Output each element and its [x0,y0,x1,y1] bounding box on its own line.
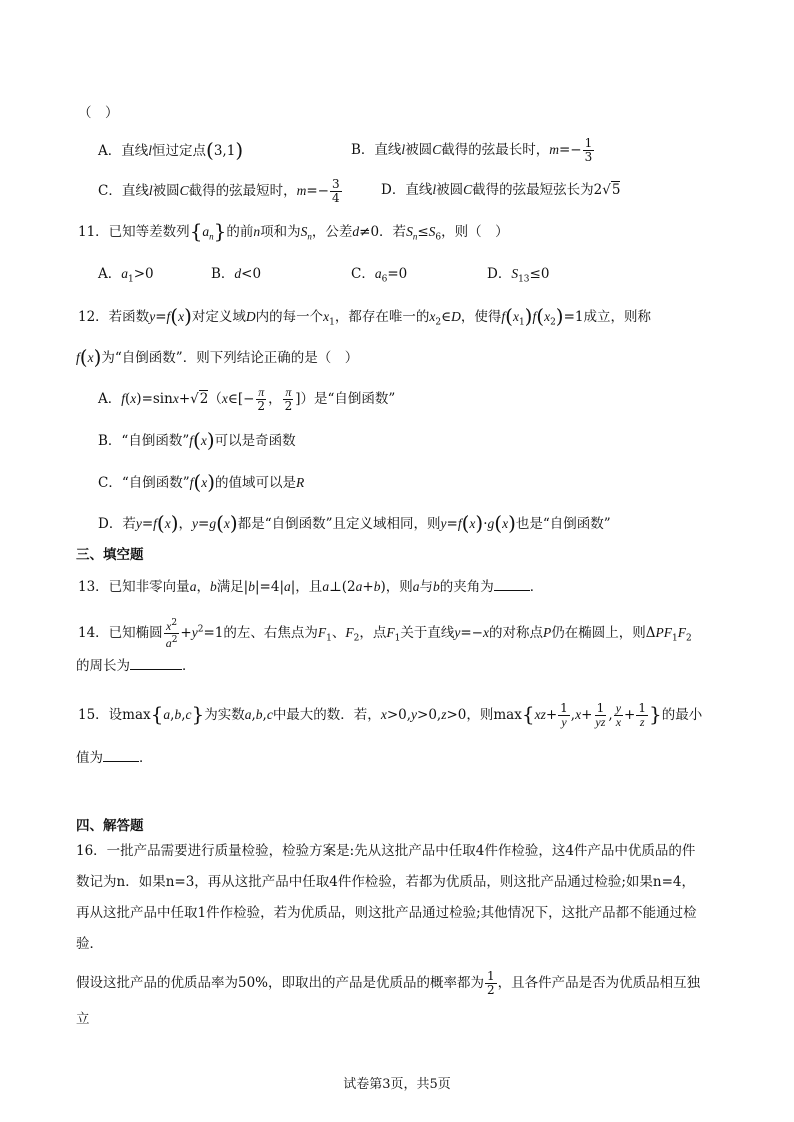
q14-line1: 14．已知椭圆 $\frac{x^2}{a^2}$ $+y^2=1$的左、右焦点为$F_1$、$F_2$，点$F_1$关于直线y=−x的对称点P仍在椭圆上，则$\Delta PF_1F_2$ [78,618,692,650]
q11-option-b: B．d<0 [211,266,262,282]
q12-option-b: B．“自倒函数”f(x)可以是奇函数 [98,428,296,452]
q11-option-d: D．$S_{13}\le 0$ [487,266,550,285]
q12-option-d: D．若y=f(x)，y=g(x)都是“自倒函数”且定义域相同，则y=f(x)·g(x)也是“自倒函数” [98,511,611,535]
q10-option-d: D．直线l被圆C截得的弦最短弦长为2√5 [381,182,621,198]
q15-line2: 值为 ． [76,750,153,766]
section-fill-in-heading: 三、填空题 [76,547,144,563]
q10-option-b: B．直线l被圆C截得的弦最长时，m=− $\frac{1}{3}$ [351,136,593,164]
q16-para-line6: 立 [76,1011,90,1027]
q12-option-a: A．f(x)=sinx+√2（x∈[− $\frac{\pi}{2}$ ， $\frac{\pi}{2}$ ]）是“自倒函数” [98,385,396,413]
question-10-paren: （ ） [78,105,119,121]
q12-stem-line1: 12．若函数y=f(x)对定义域D内的每一个$x_1$，都存在唯一的$x_2\in D$，使得$f(x_1)f(x_2)=1$成立，则称 [78,304,652,328]
q16-para-line4: 验． [76,936,103,952]
q16-para-line1: 16．一批产品需要进行质量检验，检验方案是:先从这批产品中任取4件作检验，这4件产品中优质品的件 [76,843,696,859]
q14-line2: 的周长为 ． [76,658,196,674]
q12-stem-line2: f(x)为“自倒函数”．则下列结论正确的是（ ） [76,345,359,369]
q10-option-a: A．直线l恒过定点(3,1) [98,138,244,162]
section-answer-heading: 四、解答题 [76,818,144,834]
q15-line1: 15．设max{a,b,c}为实数a,b,c中最大的数．若，x>0,y>0,z>0，则max{xz+ $\frac{1}{y}$ ,x+ $\frac{1}{yz}$ , $\frac{y}{x}$ + $\frac{1}{z}$ }的最小 [78,701,703,729]
q16-para-line3: 再从这批产品中任取1件作检验，若为优质品，则这批产品通过检验;其他情况下，这批产品都不能通过检 [76,905,697,921]
q11-stem: 11．已知等差数列$\{a_n\}$的前n项和为$S_n$，公差d≠0．若$S_n\le S_6$，则（ ） [78,219,509,243]
q11-option-c: C．$a_6=0$ [351,266,408,285]
q16-para-line5: 假设这批产品的优质品率为50%，即取出的产品是优质品的概率都为 $\frac{1}{2}$ ，且各件产品是否为优质品相互独 [76,969,701,997]
q16-para-line2: 数记为n．如果n=3，再从这批产品中任取4件作检验，若都为优质品，则这批产品通过检验;如果n=4， [76,874,696,890]
q13: 13．已知非零向量a，b满足|b|=4|a|，且a⊥(2a+b)，则a与b的夹角为 ． [78,579,544,595]
q10-option-c: C．直线l被圆C截得的弦最短时，m=− $\frac{3}{4}$ [98,177,340,205]
q12-option-c: C．“自倒函数”f(x)的值域可以是R [98,470,305,494]
q11-option-a: A．$a_1>0$ [98,266,154,285]
page-footer: 试卷第3页，共5页 [343,1077,451,1092]
